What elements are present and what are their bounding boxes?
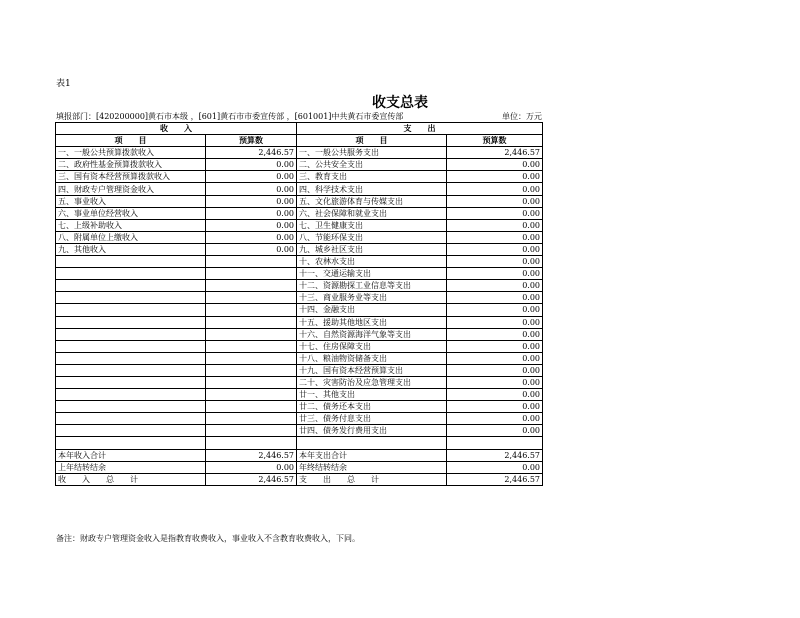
income-item-cell (56, 401, 206, 413)
expense-item-cell: 五、文化旅游体育与传媒支出 (297, 195, 447, 207)
income-value-cell (206, 352, 297, 364)
expense-item-cell: 廿二、债务还本支出 (297, 401, 447, 413)
income-value-cell (206, 425, 297, 437)
income-value-cell (206, 376, 297, 388)
income-item-cell: 九、其他收入 (56, 243, 206, 255)
table-row (56, 268, 543, 280)
income-item-cell (56, 304, 206, 316)
income-value-cell (206, 437, 297, 449)
expense-value-cell: 0.00 (447, 461, 543, 473)
expense-value-cell: 0.00 (447, 304, 543, 316)
total-row (56, 473, 543, 485)
income-item-cell: 一、一般公共预算拨款收入 (56, 147, 206, 159)
income-value-cell (206, 304, 297, 316)
table-row (56, 243, 543, 255)
income-item-cell (56, 389, 206, 401)
income-item-cell: 二、政府性基金预算拨款收入 (56, 159, 206, 171)
expense-item-cell: 七、卫生健康支出 (297, 219, 447, 231)
expense-value-cell: 0.00 (447, 352, 543, 364)
table-row (56, 437, 543, 449)
income-value-cell: 0.00 (206, 159, 297, 171)
table-row (56, 219, 543, 231)
income-item-cell: 五、事业收入 (56, 195, 206, 207)
expense-item-cell: 十三、商业服务业等支出 (297, 292, 447, 304)
header-row-group (56, 123, 543, 135)
total-income-value: 2,446.57 (206, 473, 297, 485)
table-row (56, 159, 543, 171)
expense-item-cell: 十七、住房保障支出 (297, 340, 447, 352)
expense-value-cell: 0.00 (447, 316, 543, 328)
table-row (56, 183, 543, 195)
income-value-cell (206, 328, 297, 340)
expense-value-cell: 0.00 (447, 280, 543, 292)
income-item-cell: 上年结转结余 (56, 461, 206, 473)
table-row (56, 425, 543, 437)
expense-item-cell: 十五、援助其他地区支出 (297, 316, 447, 328)
expense-value-cell (447, 437, 543, 449)
table-row (56, 316, 543, 328)
income-item-cell (56, 437, 206, 449)
expense-value-cell: 0.00 (447, 256, 543, 268)
expense-item-header: 项 目 (297, 135, 447, 147)
expense-item-cell: 十、农林水支出 (297, 256, 447, 268)
income-value-cell (206, 280, 297, 292)
expense-value-cell: 0.00 (447, 401, 543, 413)
expense-item-cell: 九、城乡社区支出 (297, 243, 447, 255)
expense-budget-header: 预算数 (447, 135, 543, 147)
income-value-cell (206, 413, 297, 425)
expense-item-cell: 十一、交通运输支出 (297, 268, 447, 280)
expense-item-cell: 八、节能环保支出 (297, 231, 447, 243)
table-row (56, 256, 543, 268)
income-value-cell: 0.00 (206, 171, 297, 183)
table-row (56, 461, 543, 473)
expense-item-cell: 十四、金融支出 (297, 304, 447, 316)
income-item-cell (56, 256, 206, 268)
fill-dept: 填报部门：[420200000]黄石市本级 ，[601]黄石市市委宣传部 ，[601001]中共黄石市委宣传部 (56, 112, 404, 121)
table-row (56, 231, 543, 243)
income-value-cell (206, 268, 297, 280)
table-row (56, 207, 543, 219)
income-item-cell (56, 352, 206, 364)
income-item-cell (56, 364, 206, 376)
income-value-cell (206, 401, 297, 413)
report-meta (56, 111, 542, 122)
unit-label: 单位：万元 (502, 112, 542, 121)
expense-item-cell: 廿三、债务付息支出 (297, 413, 447, 425)
income-item-cell: 七、上级补助收入 (56, 219, 206, 231)
income-item-cell: 三、国有资本经营预算拨款收入 (56, 171, 206, 183)
expense-value-cell: 0.00 (447, 243, 543, 255)
expense-item-cell: 三、教育支出 (297, 171, 447, 183)
income-header: 收 入 (56, 123, 297, 135)
expense-item-cell: 年终结转结余 (297, 461, 447, 473)
income-value-cell: 0.00 (206, 183, 297, 195)
table-row (56, 328, 543, 340)
income-item-cell (56, 376, 206, 388)
income-item-cell (56, 316, 206, 328)
income-item-cell: 四、财政专户管理资金收入 (56, 183, 206, 195)
income-item-cell (56, 340, 206, 352)
income-item-cell: 八、附属单位上缴收入 (56, 231, 206, 243)
income-item-cell (56, 280, 206, 292)
income-value-cell (206, 316, 297, 328)
total-expense-value: 2,446.57 (447, 473, 543, 485)
total-expense-label: 支 出 总 计 (297, 473, 447, 485)
table-row (56, 376, 543, 388)
income-value-cell: 0.00 (206, 195, 297, 207)
page-title: 收支总表 (372, 95, 428, 111)
income-value-cell: 0.00 (206, 219, 297, 231)
table-row (56, 147, 543, 159)
table-row (56, 195, 543, 207)
expense-value-cell: 0.00 (447, 195, 543, 207)
income-expense-table (55, 122, 543, 486)
income-item-cell (56, 413, 206, 425)
income-budget-header: 预算数 (206, 135, 297, 147)
expense-item-cell: 本年支出合计 (297, 449, 447, 461)
income-value-cell (206, 389, 297, 401)
expense-item-cell: 十九、国有资本经营预算支出 (297, 364, 447, 376)
expense-value-cell: 0.00 (447, 364, 543, 376)
income-value-cell (206, 364, 297, 376)
expense-item-cell: 廿一、其他支出 (297, 389, 447, 401)
income-item-cell (56, 268, 206, 280)
income-value-cell: 0.00 (206, 243, 297, 255)
expense-value-cell: 0.00 (447, 340, 543, 352)
expense-value-cell: 0.00 (447, 413, 543, 425)
income-item-cell (56, 292, 206, 304)
income-value-cell: 0.00 (206, 207, 297, 219)
table-row (56, 364, 543, 376)
table-row (56, 171, 543, 183)
expense-header: 支 出 (297, 123, 543, 135)
expense-value-cell: 0.00 (447, 159, 543, 171)
expense-value-cell: 0.00 (447, 292, 543, 304)
table-row (56, 449, 543, 461)
income-value-cell (206, 256, 297, 268)
expense-value-cell: 0.00 (447, 425, 543, 437)
table-row (56, 304, 543, 316)
income-value-cell (206, 292, 297, 304)
income-value-cell: 0.00 (206, 461, 297, 473)
expense-item-cell: 四、科学技术支出 (297, 183, 447, 195)
table-row (56, 352, 543, 364)
expense-value-cell: 0.00 (447, 207, 543, 219)
expense-item-cell: 十八、粮油物资储备支出 (297, 352, 447, 364)
expense-item-cell (297, 437, 447, 449)
sheet-label: 表1 (56, 79, 71, 89)
expense-value-cell: 0.00 (447, 328, 543, 340)
expense-item-cell: 一、一般公共服务支出 (297, 147, 447, 159)
header-row-columns (56, 135, 543, 147)
expense-item-cell: 二、公共安全支出 (297, 159, 447, 171)
income-item-cell: 本年收入合计 (56, 449, 206, 461)
expense-value-cell: 0.00 (447, 376, 543, 388)
expense-value-cell: 0.00 (447, 268, 543, 280)
income-item-header: 项 目 (56, 135, 206, 147)
table-row (56, 389, 543, 401)
expense-item-cell: 十二、资源勘探工业信息等支出 (297, 280, 447, 292)
income-value-cell: 2,446.57 (206, 449, 297, 461)
expense-item-cell: 十六、自然资源海洋气象等支出 (297, 328, 447, 340)
table-row (56, 401, 543, 413)
total-income-label: 收 入 总 计 (56, 473, 206, 485)
table-row (56, 292, 543, 304)
income-item-cell (56, 425, 206, 437)
expense-value-cell: 0.00 (447, 219, 543, 231)
expense-item-cell: 六、社会保障和就业支出 (297, 207, 447, 219)
table-row (56, 280, 543, 292)
expense-item-cell: 廿四、债务发行费用支出 (297, 425, 447, 437)
expense-value-cell: 2,446.57 (447, 449, 543, 461)
footnote: 备注：财政专户管理资金收入是指教育收费收入，事业收入不含教育收费收入，下同。 (56, 534, 360, 543)
income-item-cell: 六、事业单位经营收入 (56, 207, 206, 219)
expense-value-cell: 0.00 (447, 231, 543, 243)
table-row (56, 340, 543, 352)
expense-value-cell: 0.00 (447, 183, 543, 195)
expense-value-cell: 0.00 (447, 389, 543, 401)
income-item-cell (56, 328, 206, 340)
expense-value-cell: 2,446.57 (447, 147, 543, 159)
income-value-cell (206, 340, 297, 352)
income-value-cell: 2,446.57 (206, 147, 297, 159)
table-row (56, 413, 543, 425)
income-value-cell: 0.00 (206, 231, 297, 243)
expense-item-cell: 二十、灾害防治及应急管理支出 (297, 376, 447, 388)
expense-value-cell: 0.00 (447, 171, 543, 183)
